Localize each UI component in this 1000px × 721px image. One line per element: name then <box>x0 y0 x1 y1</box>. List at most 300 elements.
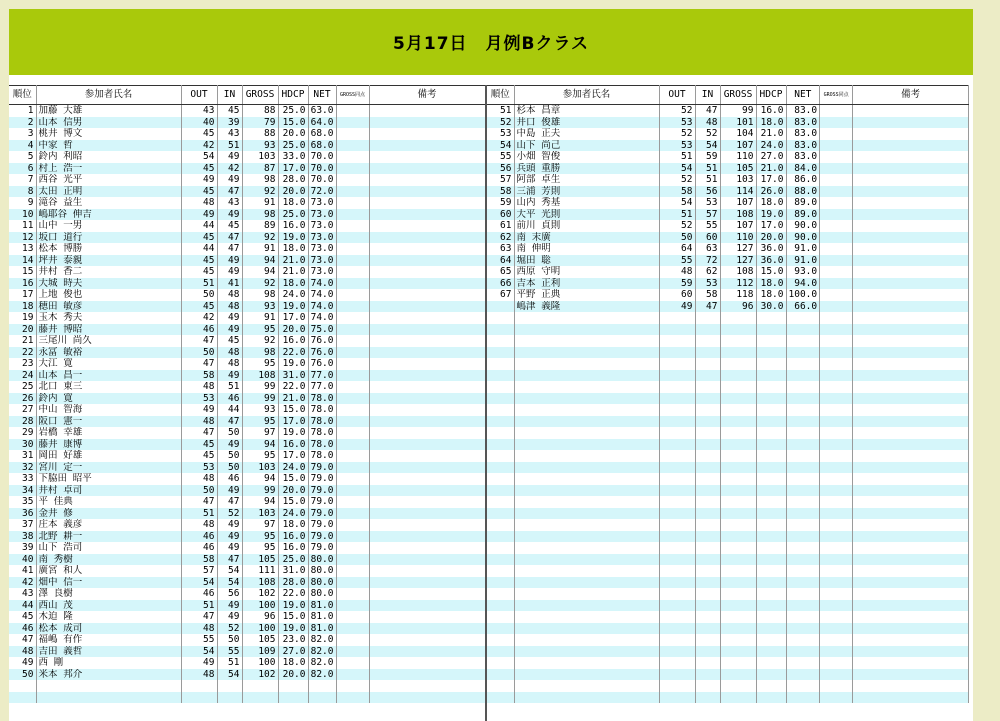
cell-gross-tie <box>336 209 369 221</box>
cell-net <box>786 347 820 359</box>
table-row <box>487 600 969 612</box>
cell-name: 加藤 大雄 <box>36 105 181 117</box>
cell-hdcp: 16.0 <box>756 105 786 117</box>
cell-name: 堀田 聡 <box>514 255 659 267</box>
cell-rank: 35 <box>9 496 36 508</box>
cell-in: 54 <box>695 140 720 152</box>
cell-in <box>695 404 720 416</box>
cell-in <box>695 450 720 462</box>
cell-gross <box>720 600 756 612</box>
cell-out: 45 <box>181 163 217 175</box>
table-row <box>487 680 969 692</box>
cell-in <box>695 554 720 566</box>
cell-notes <box>853 301 969 313</box>
cell-gross-tie <box>336 554 369 566</box>
table-row <box>487 243 969 255</box>
cell-out: 47 <box>181 427 217 439</box>
cell-net <box>786 692 820 704</box>
cell-gross-tie <box>336 163 369 175</box>
cell-hdcp: 19.0 <box>278 232 308 244</box>
cell-gross <box>720 611 756 623</box>
cell-name: 穂田 敏彦 <box>36 301 181 313</box>
cell-hdcp: 19.0 <box>756 209 786 221</box>
cell-hdcp: 24.0 <box>278 289 308 301</box>
cell-name <box>514 623 659 635</box>
cell-net: 82.0 <box>308 634 336 646</box>
cell-out: 49 <box>181 209 217 221</box>
cell-hdcp: 19.0 <box>278 358 308 370</box>
cell-name <box>514 450 659 462</box>
cell-hdcp: 21.0 <box>278 255 308 267</box>
cell-gross: 101 <box>720 117 756 129</box>
header-gross: GROSS <box>242 86 278 105</box>
cell-out <box>659 312 695 324</box>
cell-gross <box>720 381 756 393</box>
cell-net: 73.0 <box>308 232 336 244</box>
table-row <box>9 485 485 497</box>
cell-out: 51 <box>659 151 695 163</box>
cell-hdcp: 36.0 <box>756 255 786 267</box>
cell-net <box>786 531 820 543</box>
cell-notes <box>369 197 485 209</box>
table-row <box>9 243 485 255</box>
cell-hdcp: 25.0 <box>278 105 308 117</box>
cell-gross: 87 <box>242 163 278 175</box>
cell-rank <box>487 358 514 370</box>
cell-name <box>514 680 659 692</box>
cell-rank: 65 <box>487 266 514 278</box>
table-row <box>9 255 485 267</box>
cell-net: 76.0 <box>308 335 336 347</box>
cell-gross: 99 <box>242 393 278 405</box>
cell-net <box>786 669 820 681</box>
cell-notes <box>369 232 485 244</box>
cell-gross-tie <box>336 174 369 186</box>
cell-in: 49 <box>217 312 242 324</box>
cell-in: 62 <box>695 266 720 278</box>
cell-net <box>786 508 820 520</box>
cell-notes <box>369 646 485 658</box>
cell-net: 74.0 <box>308 301 336 313</box>
cell-in: 45 <box>217 105 242 117</box>
cell-in <box>695 519 720 531</box>
cell-gross-tie <box>336 381 369 393</box>
cell-gross-tie <box>820 278 853 290</box>
cell-rank <box>9 680 36 692</box>
cell-out: 49 <box>659 301 695 313</box>
cell-in <box>217 680 242 692</box>
cell-in <box>217 692 242 704</box>
cell-net <box>786 577 820 589</box>
table-row <box>487 542 969 554</box>
cell-net: 74.0 <box>308 278 336 290</box>
cell-notes <box>853 347 969 359</box>
cell-gross-tie <box>336 634 369 646</box>
header-hdcp: HDCP <box>756 86 786 105</box>
cell-net <box>786 657 820 669</box>
cell-notes <box>369 577 485 589</box>
cell-out: 46 <box>181 588 217 600</box>
cell-name: 藤井 康博 <box>36 439 181 451</box>
cell-hdcp: 22.0 <box>278 588 308 600</box>
cell-in: 51 <box>695 174 720 186</box>
cell-out: 44 <box>181 243 217 255</box>
cell-out: 48 <box>181 381 217 393</box>
cell-in: 46 <box>217 473 242 485</box>
table-row <box>487 588 969 600</box>
cell-net: 77.0 <box>308 381 336 393</box>
cell-in: 56 <box>695 186 720 198</box>
cell-notes <box>853 128 969 140</box>
cell-out <box>659 669 695 681</box>
cell-out <box>659 462 695 474</box>
cell-out: 58 <box>181 554 217 566</box>
cell-gross-tie <box>820 588 853 600</box>
cell-out: 48 <box>181 519 217 531</box>
cell-gross <box>720 427 756 439</box>
cell-notes <box>369 439 485 451</box>
cell-hdcp: 15.0 <box>278 496 308 508</box>
cell-gross: 110 <box>720 232 756 244</box>
cell-notes <box>853 232 969 244</box>
cell-notes <box>853 531 969 543</box>
cell-notes <box>853 439 969 451</box>
cell-in: 45 <box>217 335 242 347</box>
cell-in: 49 <box>217 531 242 543</box>
cell-hdcp: 16.0 <box>278 439 308 451</box>
cell-gross: 88 <box>242 105 278 117</box>
cell-notes <box>369 128 485 140</box>
cell-out <box>659 335 695 347</box>
cell-rank: 4 <box>9 140 36 152</box>
cell-rank: 45 <box>9 611 36 623</box>
cell-net: 75.0 <box>308 324 336 336</box>
cell-net <box>786 519 820 531</box>
cell-in: 48 <box>695 117 720 129</box>
cell-rank <box>487 669 514 681</box>
cell-out: 48 <box>181 623 217 635</box>
cell-net: 78.0 <box>308 404 336 416</box>
cell-gross: 88 <box>242 128 278 140</box>
cell-hdcp <box>756 404 786 416</box>
cell-name <box>514 404 659 416</box>
cell-name: 平 佳典 <box>36 496 181 508</box>
table-row <box>9 220 485 232</box>
table-row <box>9 140 485 152</box>
cell-gross: 102 <box>242 588 278 600</box>
cell-gross: 98 <box>242 209 278 221</box>
cell-out <box>181 680 217 692</box>
cell-out: 45 <box>181 439 217 451</box>
cell-gross-tie <box>820 600 853 612</box>
cell-hdcp: 27.0 <box>278 646 308 658</box>
cell-rank: 21 <box>9 335 36 347</box>
cell-name: 阿部 卓生 <box>514 174 659 186</box>
cell-out: 54 <box>181 646 217 658</box>
cell-notes <box>369 255 485 267</box>
cell-net: 78.0 <box>308 439 336 451</box>
cell-in: 49 <box>217 255 242 267</box>
cell-rank: 55 <box>487 151 514 163</box>
cell-rank: 30 <box>9 439 36 451</box>
cell-notes <box>853 623 969 635</box>
table-row <box>9 174 485 186</box>
cell-hdcp: 18.0 <box>278 657 308 669</box>
cell-net <box>786 358 820 370</box>
cell-rank: 22 <box>9 347 36 359</box>
cell-gross <box>720 531 756 543</box>
cell-notes <box>853 588 969 600</box>
table-row <box>487 554 969 566</box>
cell-gross-tie <box>336 692 369 704</box>
cell-hdcp: 25.0 <box>278 140 308 152</box>
cell-net: 79.0 <box>308 485 336 497</box>
cell-notes <box>369 623 485 635</box>
cell-gross: 95 <box>242 358 278 370</box>
cell-net: 73.0 <box>308 243 336 255</box>
cell-out: 57 <box>181 565 217 577</box>
cell-notes <box>853 289 969 301</box>
cell-gross-tie <box>336 565 369 577</box>
cell-gross-tie <box>820 496 853 508</box>
cell-net <box>786 381 820 393</box>
cell-hdcp: 20.0 <box>278 324 308 336</box>
cell-net: 81.0 <box>308 623 336 635</box>
table-row <box>9 473 485 485</box>
table-row <box>9 669 485 681</box>
cell-gross-tie <box>820 358 853 370</box>
cell-gross: 91 <box>242 312 278 324</box>
cell-net: 77.0 <box>308 370 336 382</box>
cell-name: 太田 正明 <box>36 186 181 198</box>
cell-rank: 9 <box>9 197 36 209</box>
table-row <box>487 347 969 359</box>
cell-notes <box>369 117 485 129</box>
cell-gross-tie <box>820 381 853 393</box>
table-row <box>9 266 485 278</box>
cell-notes <box>369 220 485 232</box>
cell-rank: 31 <box>9 450 36 462</box>
cell-name <box>514 381 659 393</box>
cell-name: 嶋耶谷 伸吉 <box>36 209 181 221</box>
cell-rank: 67 <box>487 289 514 301</box>
cell-hdcp <box>756 577 786 589</box>
cell-net: 63.0 <box>308 105 336 117</box>
table-row <box>9 370 485 382</box>
cell-notes <box>369 381 485 393</box>
cell-hdcp <box>756 646 786 658</box>
cell-rank: 36 <box>9 508 36 520</box>
cell-gross: 91 <box>242 243 278 255</box>
cell-net <box>786 554 820 566</box>
cell-name: 松本 博勝 <box>36 243 181 255</box>
cell-net: 78.0 <box>308 393 336 405</box>
cell-gross-tie <box>820 370 853 382</box>
cell-out: 49 <box>181 404 217 416</box>
cell-name <box>514 462 659 474</box>
cell-rank: 58 <box>487 186 514 198</box>
cell-out: 53 <box>181 462 217 474</box>
cell-gross-tie <box>336 496 369 508</box>
table-row <box>487 174 969 186</box>
cell-rank: 29 <box>9 427 36 439</box>
cell-rank: 53 <box>487 128 514 140</box>
cell-name: 北野 耕一 <box>36 531 181 543</box>
table-row <box>9 634 485 646</box>
cell-rank: 38 <box>9 531 36 543</box>
cell-rank: 61 <box>487 220 514 232</box>
cell-name: 桃井 博文 <box>36 128 181 140</box>
cell-in: 43 <box>217 197 242 209</box>
cell-rank <box>487 588 514 600</box>
cell-rank: 1 <box>9 105 36 117</box>
cell-rank <box>487 347 514 359</box>
cell-hdcp <box>756 531 786 543</box>
cell-net <box>786 680 820 692</box>
cell-out: 47 <box>181 496 217 508</box>
cell-name: 南 秀樹 <box>36 554 181 566</box>
cell-gross: 95 <box>242 416 278 428</box>
cell-name: 鈴内 寛 <box>36 393 181 405</box>
cell-gross-tie <box>336 485 369 497</box>
table-row <box>9 128 485 140</box>
cell-gross-tie <box>336 404 369 416</box>
cell-name: 金井 修 <box>36 508 181 520</box>
cell-name: 山内 秀基 <box>514 197 659 209</box>
cell-gross-tie <box>820 611 853 623</box>
cell-rank <box>487 473 514 485</box>
cell-net: 73.0 <box>308 197 336 209</box>
cell-in: 47 <box>695 105 720 117</box>
cell-net <box>786 427 820 439</box>
cell-notes <box>369 347 485 359</box>
cell-gross: 100 <box>242 623 278 635</box>
cell-notes <box>853 496 969 508</box>
cell-gross-tie <box>820 657 853 669</box>
cell-gross <box>720 623 756 635</box>
cell-gross-tie <box>336 151 369 163</box>
table-row <box>487 220 969 232</box>
cell-gross: 127 <box>720 243 756 255</box>
cell-in <box>695 646 720 658</box>
cell-gross: 105 <box>242 634 278 646</box>
cell-gross-tie <box>336 301 369 313</box>
cell-gross-tie <box>820 266 853 278</box>
cell-hdcp: 15.0 <box>278 473 308 485</box>
cell-notes <box>853 220 969 232</box>
cell-notes <box>369 324 485 336</box>
cell-hdcp: 19.0 <box>278 623 308 635</box>
cell-out <box>659 416 695 428</box>
cell-name: 山中 一男 <box>36 220 181 232</box>
table-row <box>487 473 969 485</box>
cell-gross <box>720 657 756 669</box>
cell-out: 54 <box>659 197 695 209</box>
header-row <box>9 86 485 105</box>
cell-in <box>695 692 720 704</box>
table-row <box>487 577 969 589</box>
table-row <box>487 266 969 278</box>
cell-hdcp <box>756 347 786 359</box>
cell-out: 45 <box>181 186 217 198</box>
cell-gross-tie <box>336 508 369 520</box>
cell-name: 吉本 正利 <box>514 278 659 290</box>
cell-gross-tie <box>336 128 369 140</box>
cell-notes <box>369 301 485 313</box>
cell-gross: 92 <box>242 335 278 347</box>
table-row <box>487 565 969 577</box>
cell-notes <box>369 151 485 163</box>
cell-gross-tie <box>820 163 853 175</box>
cell-notes <box>369 611 485 623</box>
table-row <box>9 692 485 704</box>
cell-name <box>514 496 659 508</box>
cell-in <box>695 358 720 370</box>
cell-rank: 64 <box>487 255 514 267</box>
cell-gross: 103 <box>242 151 278 163</box>
cell-hdcp: 27.0 <box>756 151 786 163</box>
cell-in <box>695 473 720 485</box>
cell-gross-tie <box>820 542 853 554</box>
cell-name: 三浦 芳則 <box>514 186 659 198</box>
header-in: IN <box>217 86 242 105</box>
cell-hdcp: 21.0 <box>278 393 308 405</box>
cell-gross-tie <box>336 531 369 543</box>
cell-gross <box>720 485 756 497</box>
cell-out: 49 <box>181 657 217 669</box>
cell-notes <box>369 163 485 175</box>
cell-gross: 96 <box>242 611 278 623</box>
cell-net: 79.0 <box>308 473 336 485</box>
cell-notes <box>369 542 485 554</box>
cell-notes <box>853 105 969 117</box>
table-row <box>487 197 969 209</box>
cell-in: 52 <box>217 508 242 520</box>
cell-gross <box>720 496 756 508</box>
cell-gross: 104 <box>720 128 756 140</box>
cell-gross: 118 <box>720 289 756 301</box>
cell-rank: 8 <box>9 186 36 198</box>
cell-notes <box>369 657 485 669</box>
cell-hdcp: 21.0 <box>756 163 786 175</box>
cell-notes <box>369 485 485 497</box>
cell-hdcp: 19.0 <box>278 427 308 439</box>
cell-net: 91.0 <box>786 243 820 255</box>
cell-out: 58 <box>659 186 695 198</box>
cell-hdcp <box>756 496 786 508</box>
cell-rank: 25 <box>9 381 36 393</box>
cell-gross <box>720 393 756 405</box>
cell-name: 杉本 昌章 <box>514 105 659 117</box>
cell-hdcp: 19.0 <box>278 301 308 313</box>
cell-notes <box>369 634 485 646</box>
cell-hdcp: 17.0 <box>278 312 308 324</box>
cell-hdcp <box>756 439 786 451</box>
cell-net: 84.0 <box>786 163 820 175</box>
cell-rank: 42 <box>9 577 36 589</box>
cell-name: 坪井 泰親 <box>36 255 181 267</box>
cell-hdcp: 24.0 <box>278 462 308 474</box>
cell-rank: 16 <box>9 278 36 290</box>
cell-out <box>659 347 695 359</box>
cell-name: 滝谷 益生 <box>36 197 181 209</box>
table-row <box>9 680 485 692</box>
header-row <box>487 86 969 105</box>
cell-gross <box>720 646 756 658</box>
cell-gross <box>720 358 756 370</box>
cell-name <box>514 393 659 405</box>
table-row <box>9 416 485 428</box>
